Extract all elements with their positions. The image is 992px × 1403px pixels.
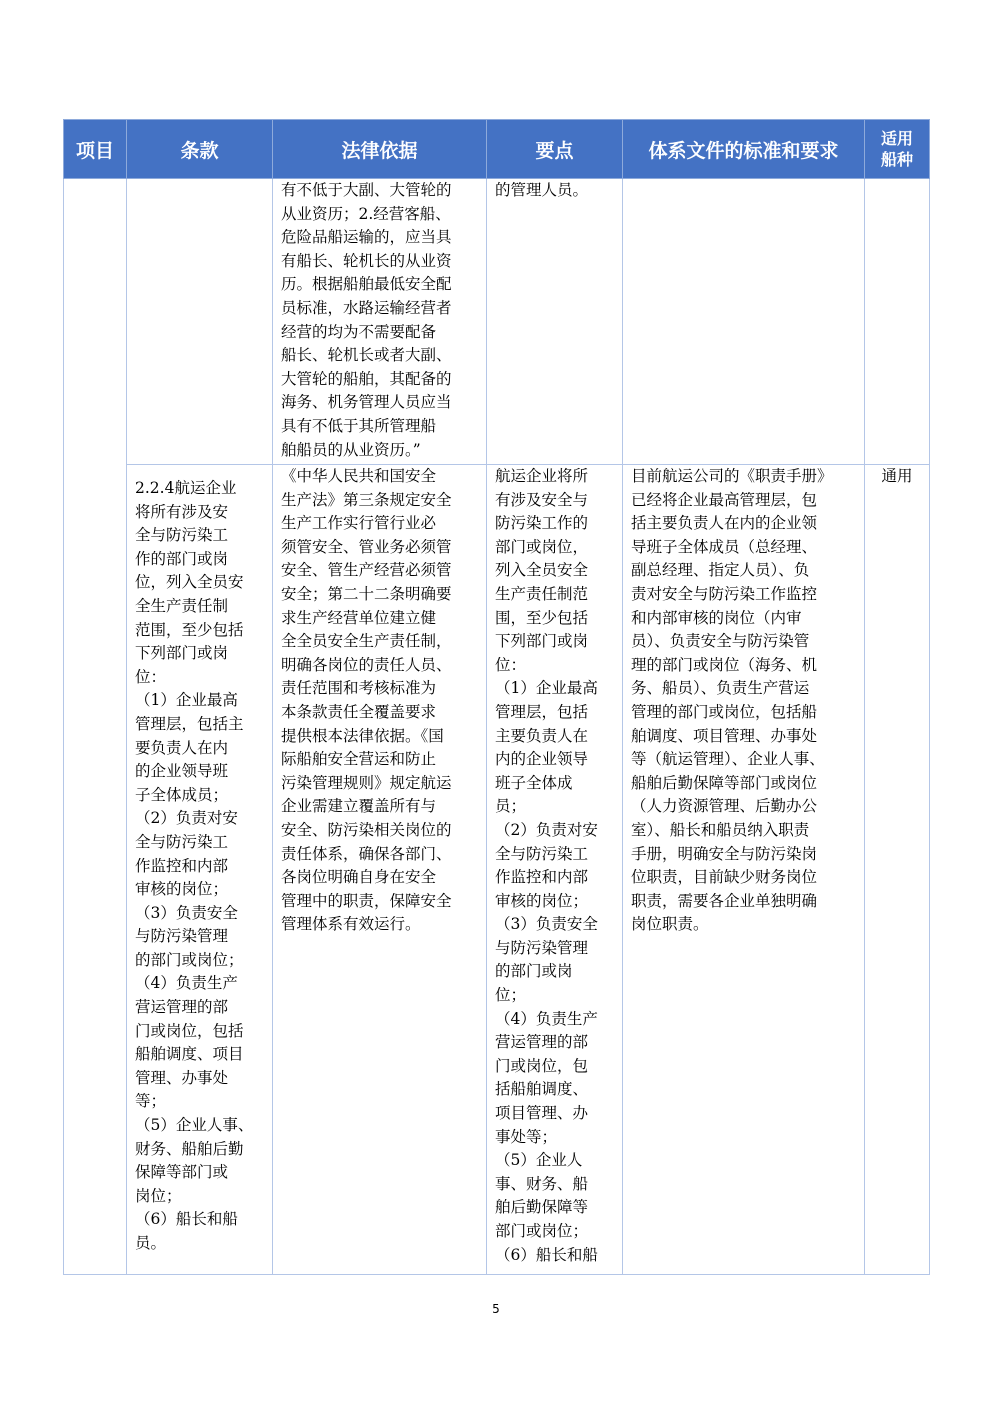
table-row <box>64 465 930 1275</box>
key-points-text: 航运企业将所 有涉及安全与 防污染工作的 部门或岗位， 列入全员安全 生产责任制范 围，至少包括 下列部门或岗 位： （1）企业最高 管理层，包括 主要负责人在 内的企业领导 班子全体成 员； （2）负责对安 全与防污染工 作监控和内部 审核的岗位； （3）负责安全 与防污染管理 的部门或岗 位； （4）负责生产 营运管理的部 门或岗位，包 括船舶调度、 项目管理、办 事处等； （5）企业人 事、财务、船 舶后勤保障等 部门或岗位； （6）船长和船 <box>495 467 598 1264</box>
table-row <box>64 179 930 465</box>
requirements-text: 目前航运公司的《职责手册》 已经将企业最高管理层，包 括主要负责人在内的企业领 导班子全体成员（总经理、 副总经理、指定人员）、负 责对安全与防污染工作监控 和内部审核的岗位（内审 员）、负责安全与防污染管 理的部门或岗位（海务、机 务、船员）、负责生产营运 管理的部门或岗位，包括船 舶调度、项目管理、办事处 等（航运管理）、企业人事、 船舶后勤保障等部门或岗位 （人力资源管理、后勤办公 室）、船长和船员纳入职责 手册，明确安全与防污染岗 位职责，目前缺少财务岗位 职责，需要各企业单独明确 岗位职责。 <box>631 467 833 934</box>
legal-basis-text: 《中华人民共和国安全 生产法》第三条规定安全 生产工作实行管行业必 须管安全、管业务必须管 安全、管生产经营必须管 安全；第二十二条明确要 求生产经营单位建立健 全全员安全生产责任制， 明确各岗位的责任人员、 责任范围和考核标准为 本条款责任全覆盖要求 提供根本法律依据。《国 际船舶安全营运和防止 污染管理规则》规定航运 企业需建立覆盖所有与 安全、防污染相关岗位的 责任体系，确保各部门、 各岗位明确自身在安全 管理中的职责，保障安全 管理体系有效运行。 <box>281 467 452 934</box>
ship-type-cell <box>865 179 930 465</box>
header-legal-basis: 法律依据 <box>273 120 487 179</box>
key-points-cell <box>487 179 623 465</box>
requirements-cell <box>623 465 865 1275</box>
legal-basis-cell <box>273 179 487 465</box>
key-points-text: 的管理人员。 <box>495 181 589 199</box>
clause-cell <box>127 179 273 465</box>
ship-type-text: 通用 <box>881 467 913 485</box>
item-cell <box>64 179 127 1275</box>
header-clause: 条款 <box>127 120 273 179</box>
key-points-clip <box>495 465 614 1273</box>
table-header-row <box>64 120 930 179</box>
legal-basis-cell <box>273 465 487 1275</box>
clause-cell <box>127 465 273 1275</box>
requirements-cell <box>623 179 865 465</box>
header-item: 项目 <box>64 120 127 179</box>
header-key-points: 要点 <box>487 120 623 179</box>
key-points-cell <box>487 465 623 1275</box>
ship-type-cell <box>865 465 930 1275</box>
header-requirements: 体系文件的标准和要求 <box>623 120 865 179</box>
page-number: 5 <box>492 1302 500 1316</box>
header-ship-type: 适用 船种 <box>865 120 930 179</box>
legal-basis-text: 有不低于大副、大管轮的 从业资历；2.经营客船、 危险品船运输的，应当具 有船长、轮机长的从业资 历。根据船舶最低安全配 员标准，水路运输经营者 经营的均为不需要配备 船长、轮机长或者大副、 大管轮的船舶，其配备的 海务、机务管理人员应当 具有不低于其所管理船 舶船员的从业资历。” <box>281 181 452 459</box>
clause-table <box>63 119 930 1275</box>
clause-text: 2.2.4航运企业 将所有涉及安 全与防污染工 作的部门或岗 位，列入全员安 全生产责任制 范围，至少包括 下列部门或岗 位： （1）企业最高 管理层，包括主 要负责人在内 的企业领导班 子全体成员； （2）负责对安 全与防污染工 作监控和内部 审核的岗位； （3）负责安全 与防污染管理 的部门或岗位； （4）负责生产 营运管理的部 门或岗位，包括 船舶调度、项目 管理、办事处 等； （5）企业人事、 财务、船舶后勤 保障等部门或 岗位； （6）船长和船 员。 <box>135 479 254 1252</box>
